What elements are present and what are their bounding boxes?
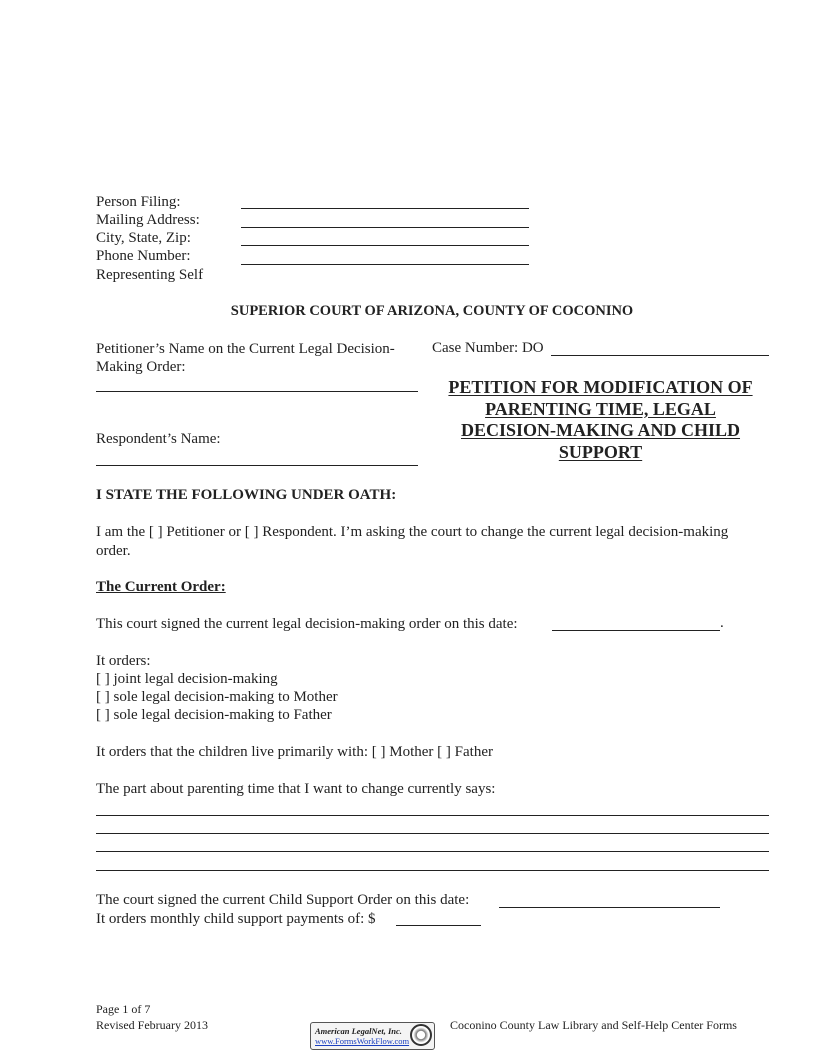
signed-date-period: . xyxy=(720,615,724,631)
court-title: SUPERIOR COURT OF ARIZONA, COUNTY OF COCONINO xyxy=(230,303,634,319)
petitioner-name-field[interactable] xyxy=(96,391,418,392)
case-number-label: Case Number: DO xyxy=(432,340,544,356)
children-live-text: It orders that the children live primarily with: [ ] Mother [ ] Father xyxy=(96,744,493,760)
americanlegalnet-logo[interactable] xyxy=(310,1022,435,1050)
parenting-time-line-4[interactable] xyxy=(96,870,769,871)
document-title: PETITION FOR MODIFICATION OF PARENTING TIME, LEGAL DECISION-MAKING AND CHILD SUPPORT xyxy=(448,377,753,462)
signed-date-text: This court signed the current legal decision-making order on this date: xyxy=(96,616,518,632)
oath-heading: I STATE THE FOLLOWING UNDER OATH: xyxy=(96,487,397,503)
parenting-time-line-1[interactable] xyxy=(96,815,769,816)
respondent-name-label: Respondent’s Name: xyxy=(96,431,221,447)
child-support-date-text: The court signed the current Child Support Order on this date: xyxy=(96,892,470,908)
person-filing-field[interactable] xyxy=(241,208,529,209)
logo-seal-icon xyxy=(410,1024,432,1046)
phone-number-label: Phone Number: xyxy=(96,248,191,264)
parenting-time-line-2[interactable] xyxy=(96,833,769,834)
option-sole-mother[interactable]: [ ] sole legal decision-making to Mother xyxy=(96,689,338,705)
logo-name: American LegalNet, Inc. xyxy=(315,1026,402,1036)
option-sole-father[interactable]: [ ] sole legal decision-making to Father xyxy=(96,707,332,723)
footer-source: Coconino County Law Library and Self-Help Center Forms xyxy=(450,1018,737,1032)
person-filing-label: Person Filing: xyxy=(96,194,181,210)
it-orders-label: It orders: xyxy=(96,653,151,669)
intro-statement: I am the [ ] Petitioner or [ ] Respondent. I’m asking the court to change the current legal decision-making order. xyxy=(96,524,729,559)
monthly-support-text: It orders monthly child support payments of: $ xyxy=(96,911,376,927)
mailing-address-label: Mailing Address: xyxy=(96,212,200,228)
parenting-time-text: The part about parenting time that I want to change currently says: xyxy=(96,781,496,797)
monthly-support-field[interactable] xyxy=(396,925,481,926)
city-state-zip-field[interactable] xyxy=(241,245,529,246)
logo-url[interactable]: www.FormsWorkFlow.com xyxy=(315,1036,410,1046)
revised-date: Revised February 2013 xyxy=(96,1018,208,1032)
page-number: Page 1 of 7 xyxy=(96,1002,151,1016)
child-support-date-field[interactable] xyxy=(499,907,720,908)
petitioner-name-label: Petitioner’s Name on the Current Legal Decision-Making Order: xyxy=(96,341,395,375)
respondent-name-field[interactable] xyxy=(96,465,418,466)
parenting-time-line-3[interactable] xyxy=(96,851,769,852)
city-state-zip-label: City, State, Zip: xyxy=(96,230,191,246)
case-number-field[interactable] xyxy=(551,355,769,356)
signed-date-field[interactable] xyxy=(552,630,720,631)
option-joint[interactable]: [ ] joint legal decision-making xyxy=(96,671,278,687)
representing-self-label: Representing Self xyxy=(96,267,204,283)
phone-number-field[interactable] xyxy=(241,264,529,265)
current-order-heading: The Current Order: xyxy=(96,579,226,595)
mailing-address-field[interactable] xyxy=(241,227,529,228)
